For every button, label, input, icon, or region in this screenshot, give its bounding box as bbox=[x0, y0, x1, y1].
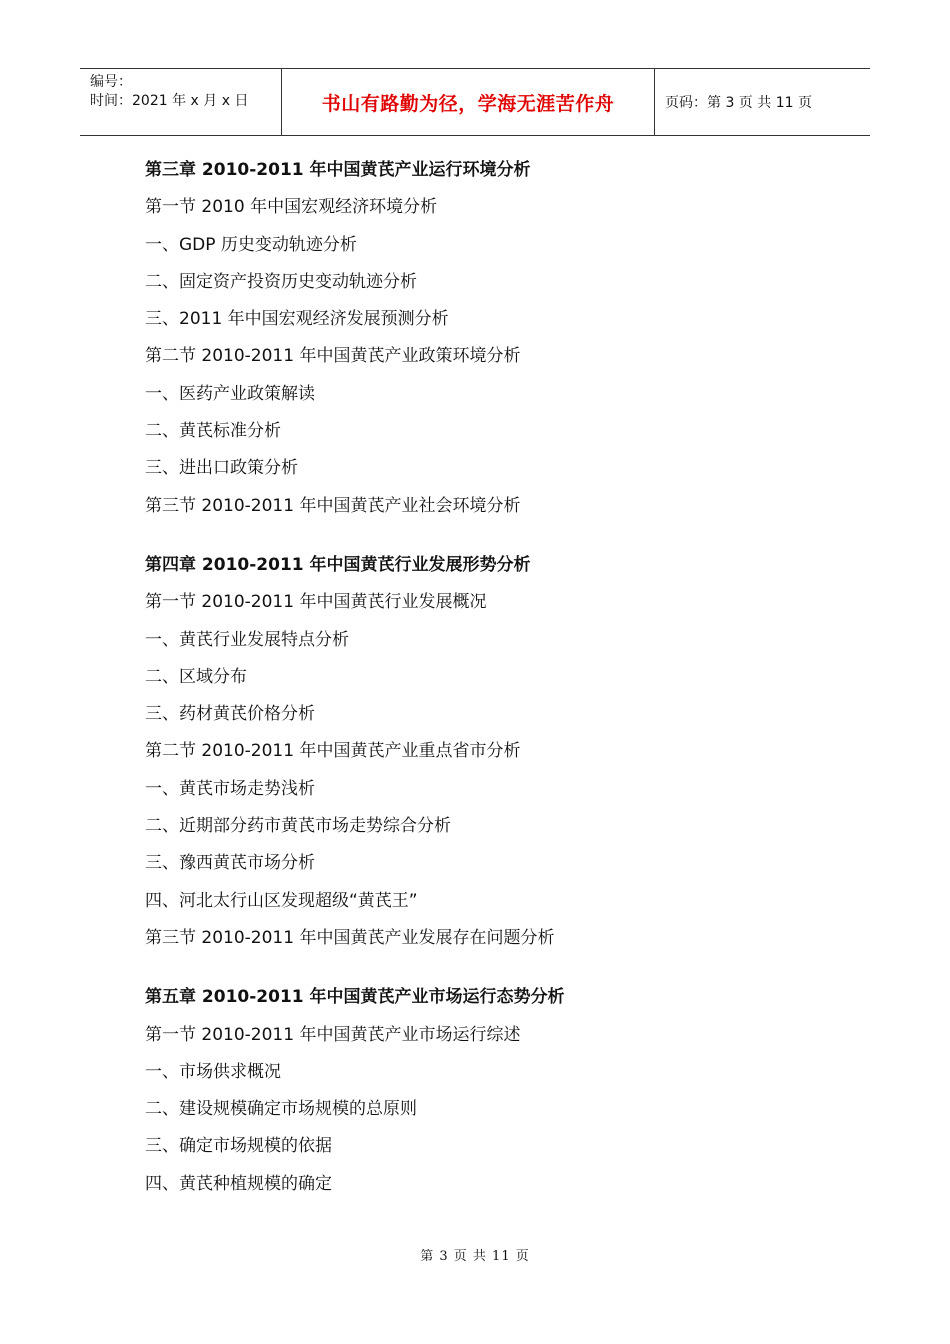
time-label: 时间：2021 年 x 月 x 日 bbox=[90, 93, 249, 109]
table-of-contents bbox=[145, 152, 845, 1203]
toc-entry: 二、建设规模确定市场规模的总原则 bbox=[145, 1099, 417, 1120]
toc-entry: 第一节 2010-2011 年中国黄芪行业发展概况 bbox=[145, 592, 487, 613]
section-gap bbox=[145, 957, 845, 979]
section-gap bbox=[145, 525, 845, 547]
toc-entry: 二、黄芪标准分析 bbox=[145, 421, 281, 442]
header-motto bbox=[282, 69, 655, 135]
toc-chapter-heading: 第五章 2010-2011 年中国黄芪产业市场运行态势分析 bbox=[145, 987, 565, 1008]
toc-entry: 二、近期部分药市黄芪市场走势综合分析 bbox=[145, 816, 451, 837]
toc-chapter-heading: 第三章 2010-2011 年中国黄芪产业运行环境分析 bbox=[145, 160, 531, 180]
toc-entry: 一、医药产业政策解读 bbox=[145, 383, 315, 404]
page-footer bbox=[0, 1245, 950, 1264]
toc-entry: 三、进出口政策分析 bbox=[145, 458, 298, 479]
toc-entry: 第三节 2010-2011 年中国黄芪产业发展存在问题分析 bbox=[145, 927, 555, 948]
header-page-info bbox=[655, 69, 870, 135]
page-header bbox=[80, 68, 870, 136]
toc-entry: 一、黄芪行业发展特点分析 bbox=[145, 629, 349, 650]
toc-entry: 第一节 2010 年中国宏观经济环境分析 bbox=[145, 197, 438, 218]
toc-entry: 第二节 2010-2011 年中国黄芪产业重点省市分析 bbox=[145, 741, 521, 762]
motto-text: 书山有路勤为径，学海无涯苦作舟 bbox=[321, 92, 615, 115]
toc-chapter-heading: 第四章 2010-2011 年中国黄芪行业发展形势分析 bbox=[145, 554, 531, 575]
toc-entry: 四、河北太行山区发现超级“黄芪王” bbox=[145, 890, 418, 911]
toc-entry: 第三节 2010-2011 年中国黄芪产业社会环境分析 bbox=[145, 495, 521, 516]
toc-entry: 第二节 2010-2011 年中国黄芪产业政策环境分析 bbox=[145, 346, 521, 367]
toc-entry: 三、豫西黄芪市场分析 bbox=[145, 853, 315, 874]
toc-entry: 一、市场供求概况 bbox=[145, 1061, 281, 1082]
page-info-text: 页码：第 3 页 共 11 页 bbox=[665, 95, 812, 111]
toc-entry: 三、药材黄芪价格分析 bbox=[145, 704, 315, 725]
number-label: 编号： bbox=[90, 74, 132, 90]
toc-entry: 二、固定资产投资历史变动轨迹分析 bbox=[145, 271, 417, 292]
toc-entry: 三、2011 年中国宏观经济发展预测分析 bbox=[145, 309, 449, 330]
toc-entry: 一、黄芪市场走势浅析 bbox=[145, 778, 315, 799]
header-meta bbox=[80, 69, 282, 135]
toc-entry: 四、黄芪种植规模的确定 bbox=[145, 1173, 332, 1194]
footer-page-number: 第 3 页 共 11 页 bbox=[420, 1249, 530, 1264]
toc-entry: 第一节 2010-2011 年中国黄芪产业市场运行综述 bbox=[145, 1024, 521, 1045]
toc-entry: 三、确定市场规模的依据 bbox=[145, 1136, 332, 1157]
toc-entry: 二、区域分布 bbox=[145, 666, 247, 687]
toc-entry: 一、GDP 历史变动轨迹分析 bbox=[145, 234, 357, 255]
